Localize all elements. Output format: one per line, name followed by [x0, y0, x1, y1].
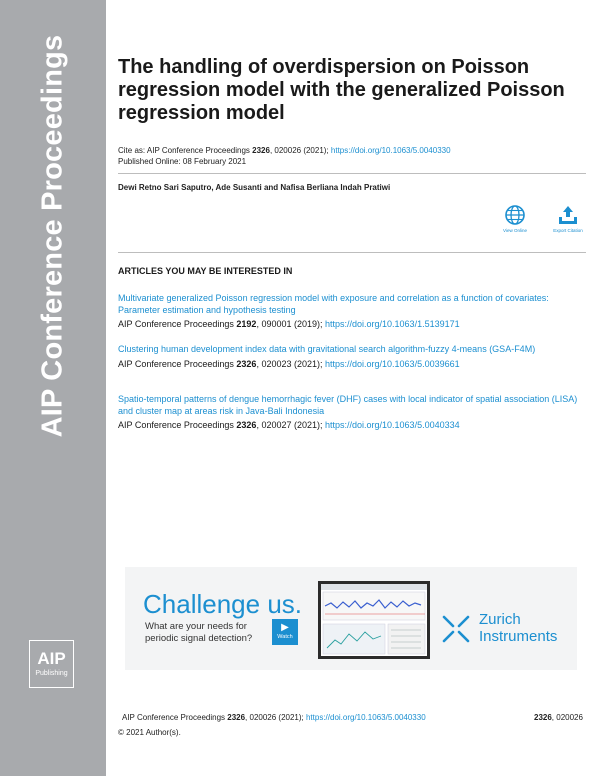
brand-line: Zurich: [479, 611, 521, 628]
cite-as-line: [118, 146, 451, 156]
related-article-doi-link[interactable]: https://doi.org/10.1063/5.0040334: [325, 420, 460, 430]
watch-button[interactable]: [272, 619, 298, 645]
divider: [118, 252, 586, 253]
related-article-doi-link[interactable]: https://doi.org/10.1063/5.0039661: [325, 358, 460, 369]
ref-volume: 2326: [236, 358, 257, 369]
footer-citation: [122, 713, 426, 722]
footer-page-ref: [534, 713, 583, 722]
paper-title: The handling of overdispersion on Poisson regression model with the generalized Poisson regression model: [118, 56, 565, 124]
sidebar: [0, 0, 106, 776]
globe-icon: [504, 204, 526, 226]
cite-volume: 2326: [252, 146, 270, 155]
watch-label: Watch: [277, 634, 293, 640]
cite-rest: , 020026 (2021);: [269, 146, 331, 155]
related-article-ref: [118, 318, 588, 330]
footer-doi-link[interactable]: https://doi.org/10.1063/5.0040330: [305, 713, 426, 722]
aip-publishing-logo[interactable]: [29, 640, 74, 688]
footer-prefix: AIP Conference Proceedings: [122, 713, 228, 722]
related-article: [118, 344, 588, 370]
related-article-doi-link[interactable]: https://doi.org/10.1063/1.5139171: [325, 319, 460, 329]
ad-subtext-line: What are your needs for: [145, 621, 247, 632]
advertisement-banner[interactable]: [125, 567, 577, 670]
zurich-instruments-brand: [479, 611, 557, 645]
ref-volume: 2326: [236, 420, 257, 430]
related-article-title-link[interactable]: Multivariate generalized Poisson regression model with exposure and correlation as a function of covariates: Parameter estimation and hypothesis testing: [118, 293, 549, 315]
author-list: Dewi Retno Sari Saputro, Ade Susanti and Nafisa Berliana Indah Pratiwi: [118, 183, 391, 192]
waveform-graphic: [321, 584, 427, 656]
signal-plot-screenshot: [321, 584, 427, 656]
brand-line: Instruments: [479, 628, 558, 645]
footer-page-volume: 2326: [534, 713, 552, 722]
related-article-ref: [118, 358, 588, 370]
footer-volume: 2326: [227, 713, 246, 722]
related-article: [118, 293, 588, 330]
footer-page-rest: , 020026: [551, 713, 583, 722]
ad-subtext-line: periodic signal detection?: [145, 633, 253, 644]
ref-rest: , 020023 (2021);: [256, 358, 325, 369]
export-citation-button[interactable]: [543, 204, 593, 233]
ad-headline: Challenge us.: [143, 589, 302, 619]
series-title: AIP Conference Proceedings: [36, 34, 69, 438]
logo-aip-text: AIP: [37, 649, 66, 668]
ref-volume: 2192: [236, 319, 257, 329]
related-articles-heading: ARTICLES YOU MAY BE INTERESTED IN: [118, 266, 293, 276]
ref-rest: , 090001 (2019);: [256, 319, 325, 329]
export-citation-label: Export Citation: [553, 228, 583, 233]
related-article-ref: [118, 419, 588, 431]
monitor-image: [318, 581, 430, 659]
ref-rest: , 020027 (2021);: [256, 420, 325, 430]
paper-doi-link[interactable]: https://doi.org/10.1063/5.0040330: [330, 146, 451, 155]
view-online-label: View Online: [503, 228, 527, 233]
ref-prefix: AIP Conference Proceedings: [118, 420, 237, 430]
ref-prefix: AIP Conference Proceedings: [118, 358, 237, 369]
related-article-title-link[interactable]: Clustering human development index data with gravitational search algorithm-fuzzy 4-means (GSA-F4M): [118, 344, 536, 354]
footer-rest: , 020026 (2021);: [245, 713, 306, 722]
ref-prefix: AIP Conference Proceedings: [118, 319, 237, 329]
ad-subtext: [145, 621, 252, 645]
export-icon: [557, 204, 579, 226]
zurich-instruments-logo-icon: [441, 614, 471, 644]
related-article-title-link[interactable]: Spatio-temporal patterns of dengue hemorrhagic fever (DHF) cases with local indicator of spatial association (LISA) and cluster map at areas risk in Java-Bali Indonesia: [118, 394, 578, 416]
copyright-notice: © 2021 Author(s).: [118, 728, 181, 737]
related-article: [118, 394, 588, 431]
cite-prefix: Cite as: AIP Conference Proceedings: [118, 146, 253, 155]
published-date: Published Online: 08 February 2021: [118, 157, 247, 166]
play-icon: ▶: [281, 622, 289, 633]
view-online-button[interactable]: [490, 204, 540, 233]
divider: [118, 173, 586, 174]
logo-publishing-text: Publishing: [35, 670, 68, 677]
